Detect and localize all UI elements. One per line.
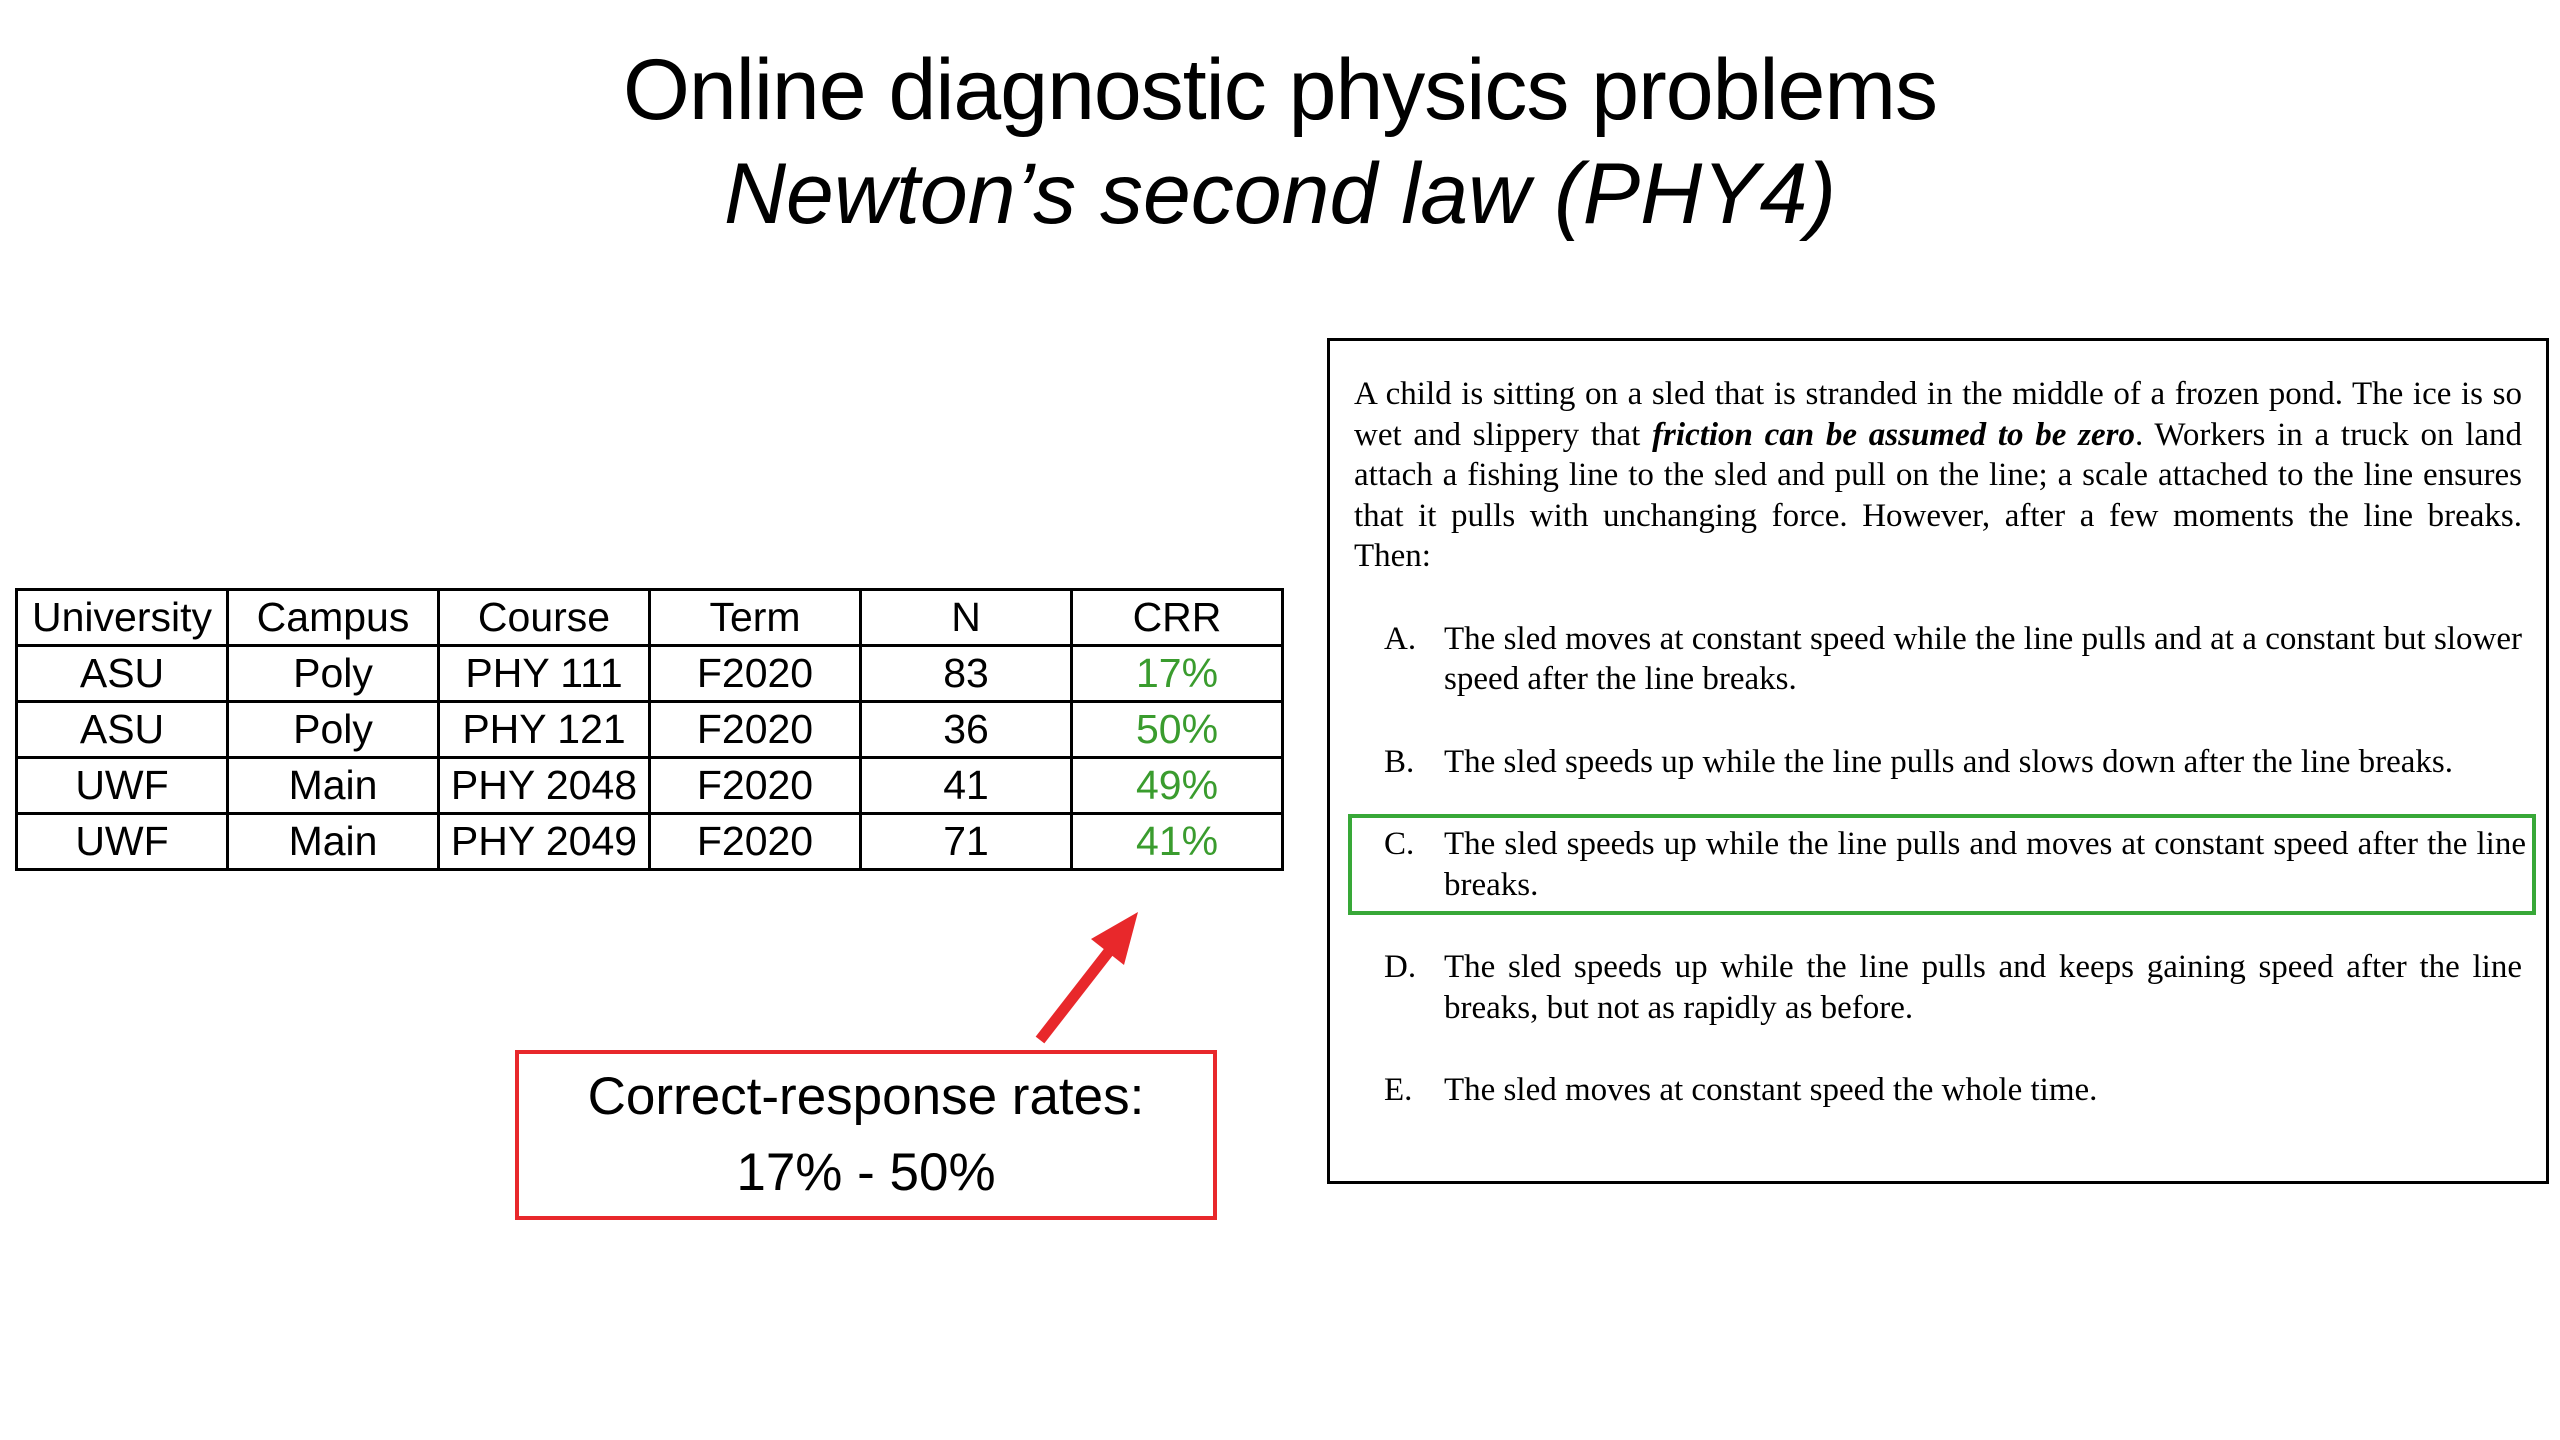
- option-letter: D.: [1384, 949, 1417, 985]
- header-campus: Campus: [228, 590, 439, 646]
- cell-course: PHY 121: [439, 702, 650, 758]
- table-header-row: [17, 590, 1283, 646]
- question-box: [1327, 338, 2549, 1184]
- option-text: The sled moves at constant speed the whole time.: [1444, 1072, 2098, 1108]
- answer-option-d: [1354, 947, 2522, 1028]
- cell-university: UWF: [17, 758, 228, 814]
- cell-n: 36: [861, 702, 1072, 758]
- cell-n: 71: [861, 814, 1072, 870]
- option-text: The sled speeds up while the line pulls and keeps gaining speed after the line breaks, but not as rapidly as before.: [1444, 949, 2522, 1026]
- cell-campus: Poly: [228, 702, 439, 758]
- answer-option-e: [1354, 1070, 2522, 1111]
- table-row: [17, 758, 1283, 814]
- cell-crr: 50%: [1072, 702, 1283, 758]
- option-text: The sled speeds up while the line pulls and moves at constant speed after the line breaks.: [1444, 826, 2526, 903]
- cell-crr: 41%: [1072, 814, 1283, 870]
- cell-term: F2020: [650, 758, 861, 814]
- cell-campus: Poly: [228, 646, 439, 702]
- stem-emphasis: friction can be assumed to be zero: [1652, 416, 2135, 453]
- crr-callout: [515, 1050, 1217, 1220]
- option-letter: E.: [1384, 1072, 1413, 1108]
- option-text: The sled speeds up while the line pulls and slows down after the line breaks.: [1444, 743, 2454, 780]
- cell-university: ASU: [17, 702, 228, 758]
- cell-term: F2020: [650, 646, 861, 702]
- cell-campus: Main: [228, 758, 439, 814]
- header-term: Term: [650, 590, 861, 646]
- option-text: The sled moves at constant speed while the line pulls and at a constant but slower speed after the line breaks.: [1444, 620, 2522, 697]
- slide-header: [0, 38, 2560, 246]
- cell-crr: 49%: [1072, 758, 1283, 814]
- header-n: N: [861, 590, 1072, 646]
- option-letter: C.: [1384, 826, 1415, 862]
- option-letter: B.: [1384, 743, 1415, 780]
- cell-course: PHY 2049: [439, 814, 650, 870]
- stem-text: A child is sitting on a sled that is stranded in the middle of a frozen pond. The ice is so wet and slippery that: [1354, 376, 2522, 453]
- cell-term: F2020: [650, 702, 861, 758]
- cell-university: UWF: [17, 814, 228, 870]
- cell-term: F2020: [650, 814, 861, 870]
- stem-text-continued: . Workers in a truck on land attach a fishing line to the sled and pull on the line; a scale attached to the line ensures that it pulls with unchanging force. However, after a few moments the line breaks. Then:: [1354, 416, 2523, 574]
- callout-range: 17% - 50%: [736, 1143, 996, 1202]
- table-row: [17, 814, 1283, 870]
- crr-table: [15, 588, 1284, 871]
- header-course: Course: [439, 590, 650, 646]
- answer-option-b: [1354, 742, 2522, 783]
- cell-course: PHY 2048: [439, 758, 650, 814]
- header-crr: CRR: [1072, 590, 1283, 646]
- table-row: [17, 646, 1283, 702]
- slide-subtitle: Newton’s second law (PHY4): [723, 146, 1837, 242]
- slide-title: Online diagnostic physics problems: [623, 42, 1937, 138]
- question-stem: [1354, 374, 2522, 577]
- answer-option-a: [1354, 619, 2522, 700]
- cell-course: PHY 111: [439, 646, 650, 702]
- answer-option-c-correct: [1358, 824, 2526, 905]
- header-university: University: [17, 590, 228, 646]
- cell-university: ASU: [17, 646, 228, 702]
- callout-label: Correct-response rates:: [587, 1067, 1145, 1126]
- cell-campus: Main: [228, 814, 439, 870]
- cell-n: 83: [861, 646, 1072, 702]
- option-letter: A.: [1384, 620, 1417, 657]
- cell-crr: 17%: [1072, 646, 1283, 702]
- cell-n: 41: [861, 758, 1072, 814]
- table-row: [17, 702, 1283, 758]
